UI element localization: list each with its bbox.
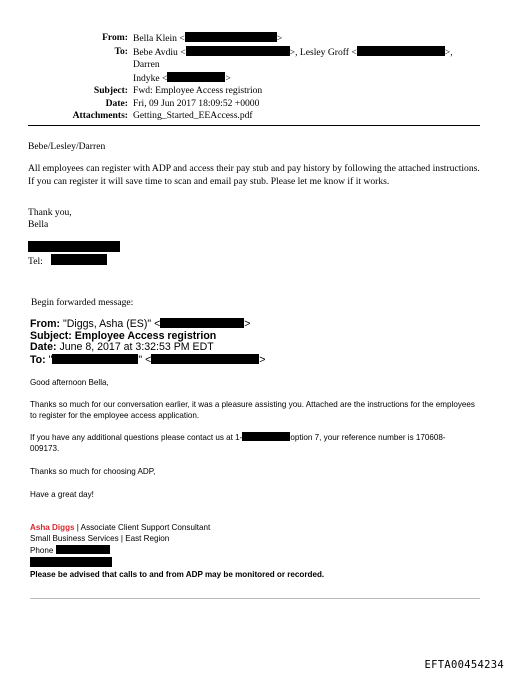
- attachments-label: Attachments:: [72, 110, 128, 121]
- from-label: From:: [102, 32, 128, 43]
- redaction: [242, 432, 290, 441]
- signature-line-1: [30, 522, 480, 533]
- redaction: [51, 254, 107, 265]
- subject-value: Fwd: Employee Access registrion: [133, 85, 263, 96]
- phone-label: Phone: [30, 545, 54, 555]
- fwd-paragraph-2: [30, 432, 480, 455]
- redaction: [357, 46, 445, 56]
- to-value-2: >, Lesley Groff <: [289, 46, 357, 58]
- redaction: [28, 241, 120, 252]
- message-greeting: Bebe/Lesley/Darren: [28, 141, 106, 152]
- header-from-row: [28, 32, 478, 46]
- to-label: To:: [114, 45, 128, 57]
- message-signature-name: Bella: [28, 219, 49, 230]
- fwd-to-label: To:: [30, 353, 46, 366]
- notice-text: Please be advised that calls to and from ADP may be monitored or recorded.: [30, 570, 325, 580]
- fwd-paragraph-3: Thanks so much for choosing ADP,: [30, 467, 156, 476]
- header-divider: [28, 125, 480, 126]
- fwd-paragraph-1: Thanks so much for our conversation earlier, it was a pleasure assisting you. Attached are the instructions for the employees to register for the employee access application.: [30, 400, 475, 421]
- header-to-row-cont: [28, 72, 478, 86]
- to-value-3: >, Darren: [133, 46, 453, 70]
- header-subject-row: [28, 85, 478, 98]
- redaction: [186, 46, 290, 56]
- signature-phone: [30, 545, 480, 556]
- to-value-1: Bebe Avdiu <: [133, 46, 186, 58]
- fwd-signature: [30, 522, 480, 580]
- forwarded-intro: Begin forwarded message:: [31, 297, 134, 308]
- redaction: [52, 354, 138, 364]
- signature-extra: [30, 556, 480, 569]
- subject-label: Subject:: [93, 85, 128, 96]
- bracket: >: [259, 353, 266, 366]
- signature-title: | Associate Client Support Consultant: [74, 523, 211, 532]
- fwd-date-value: June 8, 2017 at 3:32:53 PM EDT: [59, 341, 214, 353]
- fwd-date-label: Date:: [30, 341, 57, 353]
- forwarded-header: [30, 318, 480, 366]
- signature-dept: Small Business Services | East Region: [30, 534, 170, 544]
- fwd-to-mid: " <: [138, 353, 152, 366]
- to-value-4: Indyke <: [133, 72, 168, 84]
- bracket: >: [225, 72, 231, 84]
- fwd-para2-start: If you have any additional questions please contact us at 1-: [30, 433, 243, 442]
- email-header: [28, 32, 478, 123]
- footer-divider: [30, 598, 480, 599]
- bates-number: EFTA00454234: [424, 659, 504, 671]
- monitoring-notice: [30, 569, 480, 580]
- redaction: [167, 72, 225, 82]
- redaction: [30, 557, 112, 567]
- fwd-para2-end: option 7, your reference number is 170608-: [290, 433, 446, 442]
- message-thanks: Thank you,: [28, 207, 72, 218]
- fwd-subject-label: Subject:: [30, 329, 72, 342]
- tel-label: Tel:: [28, 256, 43, 267]
- fwd-date-row: [30, 342, 480, 354]
- header-date-row: [28, 98, 478, 111]
- attachment-link[interactable]: Getting_Started_EEAccess.pdf: [133, 110, 253, 121]
- bracket: >: [244, 318, 251, 330]
- tel-line: [28, 254, 480, 269]
- redaction: [56, 545, 110, 554]
- bracket: >: [276, 33, 283, 44]
- date-label: Date:: [105, 97, 128, 109]
- redaction: [160, 318, 244, 328]
- fwd-to-quote: ": [48, 353, 53, 366]
- fwd-from-label: From:: [30, 318, 61, 330]
- date-value: Fri, 09 Jun 2017 18:09:52 +0000: [133, 97, 260, 109]
- header-to-row: [28, 46, 478, 72]
- fwd-subject-value: Employee Access registrion: [74, 329, 217, 342]
- redaction: [185, 32, 277, 42]
- signature-name: Asha Diggs: [30, 523, 75, 532]
- fwd-greeting: Good afternoon Bella,: [30, 378, 109, 387]
- fwd-paragraph-4: Have a great day!: [30, 490, 94, 499]
- fwd-para2-line2: 009173.: [30, 444, 60, 454]
- header-attachments-row: [28, 110, 478, 123]
- message-paragraph: All employees can register with ADP and access their pay stub and pay history by following the attached instructions. If you can register it will save time to scan and email pay stub. Please let me know if it works.: [28, 163, 480, 187]
- redaction: [151, 354, 259, 364]
- fwd-to-row: [30, 354, 480, 367]
- fwd-from-value: "Diggs, Asha (ES)" <: [62, 318, 161, 330]
- from-value: Bella Klein <: [133, 33, 185, 44]
